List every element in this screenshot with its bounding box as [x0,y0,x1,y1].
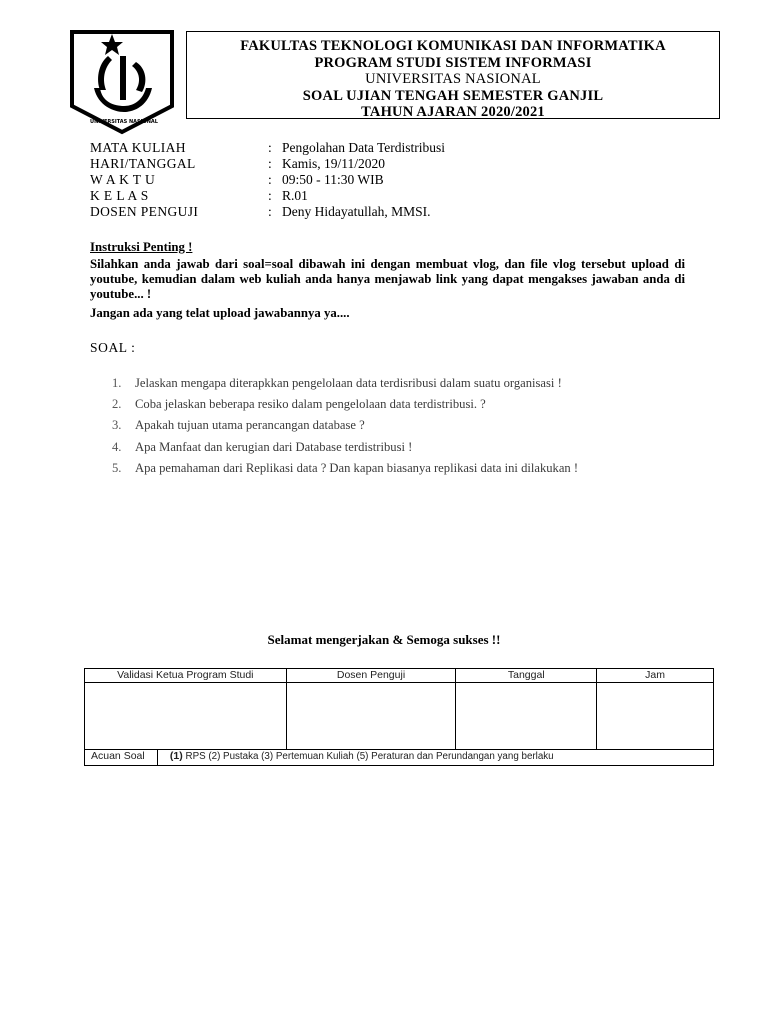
question-item [112,438,692,459]
instructions-title: Instruksi Penting ! [90,240,193,254]
program-title: PROGRAM STUDI SISTEM INFORMASI [314,54,592,71]
reference-number: (1) [169,750,183,762]
info-row-course [90,140,445,156]
info-label: W A K T U [90,172,156,187]
question-text: Apa pemahaman dari Replikasi data ? Dan kapan biasanya replikasi data ini dilakukan ! [135,460,579,475]
university-title: UNIVERSITAS NASIONAL [365,71,541,87]
question-text: Apakah tujuan utama perancangan database ? [135,418,365,433]
info-value: R.01 [282,188,308,203]
question-item [112,395,692,416]
faculty-title: FAKULTAS TEKNOLOGI KOMUNIKASI DAN INFORMATIKA [240,38,666,54]
header-examiner: Dosen Penguji [286,669,456,683]
signature-cell-examiner [286,683,456,750]
question-number: 2. [112,397,122,412]
question-number: 1. [112,376,122,390]
info-label: MATA KULIAH [90,140,186,155]
info-colon: : [268,140,272,155]
question-text: Jelaskan mengapa diterapkkan pengelolaan data terdisribusi dalam suatu organisasi ! [135,376,562,390]
question-item [112,374,692,395]
validation-table [84,668,714,766]
closing-message: Selamat mengerjakan & Semoga sukses !! [267,632,501,647]
info-label: HARI/TANGGAL [90,156,196,171]
logo-text: UNIVERSITAS NASIONAL [90,119,158,125]
reference-text-cell [157,750,713,766]
info-value: Deny Hidayatullah, MMSI. [282,204,431,219]
info-value: Pengolahan Data Terdistribusi [282,140,446,155]
info-row-class [90,188,445,204]
university-shield-icon [68,28,176,136]
header-date: Tanggal [456,669,597,683]
question-text: Apa Manfaat dan kerugian dari Database terdistribusi ! [135,439,413,454]
university-logo [68,28,176,136]
info-colon: : [268,204,272,219]
question-number: 3. [112,418,122,433]
info-row-examiner [90,204,445,220]
question-item [112,416,692,437]
validation-header-row [85,669,714,683]
academic-year: TAHUN AJARAN 2020/2021 [361,104,545,120]
header-time: Jam [597,669,714,683]
info-label: K E L A S [90,188,149,203]
instructions-text: Silahkan anda jawab dari soal=soal dibawah ini dengan membuat vlog, dan file vlog tersebut upload di youtube, kemudian dalam web kuliah anda hanya menjawab link yang dapat mengakses jawaban anda di youtube... ! [90,257,685,301]
question-text: Coba jelaskan beberapa resiko dalam pengelolaan data terdistribusi. ? [135,397,486,412]
info-colon: : [268,188,272,203]
exam-header [186,31,720,119]
reference-text: RPS (2) Pustaka (3) Pertemuan Kuliah (5) Peraturan dan Perundangan yang berlaku [182,751,554,762]
closing-message-wrapper [0,632,768,648]
instructions [90,239,685,321]
info-colon: : [268,172,272,187]
exam-title: SOAL UJIAN TENGAH SEMESTER GANJIL [302,87,604,104]
info-label: DOSEN PENGUJI [90,204,199,219]
course-info [90,140,445,220]
reference-label: Acuan Soal [85,750,158,766]
info-value: Kamis, 19/11/2020 [282,156,385,171]
question-list [112,374,692,480]
signature-cell-time [597,683,714,750]
question-number: 4. [112,439,122,454]
reference-row [85,750,714,766]
signature-cell-program-head [85,683,287,750]
question-number: 5. [112,460,122,475]
signature-cell-date [456,683,597,750]
header-program-head: Validasi Ketua Program Studi [85,669,287,683]
info-row-time [90,172,445,188]
instructions-deadline-note: Jangan ada yang telat upload jawabannya ya.... [90,306,350,320]
question-item [112,459,692,480]
info-value: 09:50 - 11:30 WIB [282,172,384,187]
info-row-date [90,156,445,172]
signature-row [85,683,714,750]
info-colon: : [268,156,272,171]
questions-heading: SOAL : [90,340,136,355]
